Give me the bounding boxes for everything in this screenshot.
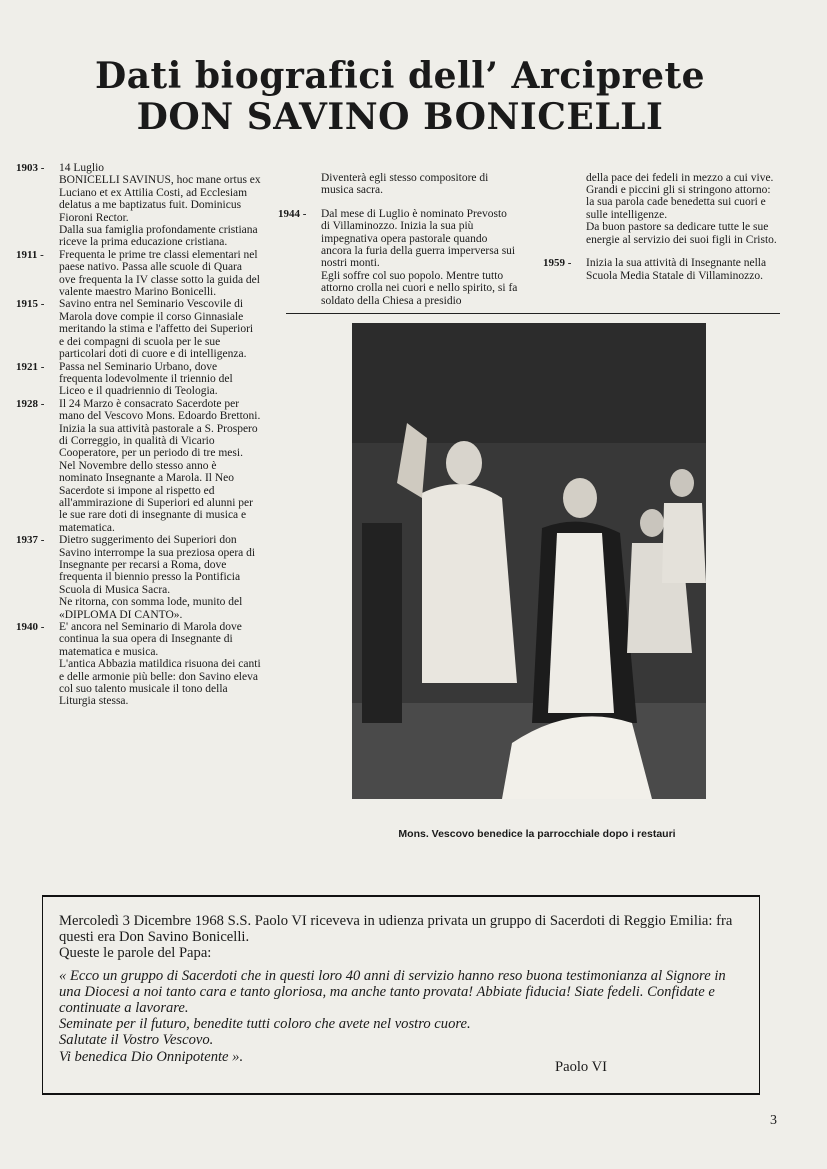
signature: Paolo VI — [554, 1058, 607, 1075]
biography-entry — [16, 298, 261, 360]
title-line-2: DON SAVINO BONICELLI — [136, 96, 664, 138]
column-1 — [16, 162, 261, 708]
column-3-continuation — [543, 172, 781, 246]
entry-text: Savino entra nel Seminario Vescovile di Marola dove compie il corso Ginnasiale meritando la stima e l'affetto dei Superiori e dei compagni di scuola per le sue particolari doti di cuore e di intelligenza. — [59, 298, 254, 361]
entry-year: 1911 - — [16, 248, 44, 261]
continuation-text: Diventerà egli stesso compositore di musica sacra. — [321, 171, 489, 196]
entry-text: Dietro suggerimento dei Superiori don Savino interrompe la sua preziosa opera di Insegnante per recarsi a Roma, dove frequenta il biennio presso la Pontificia Scuola di Musica Sacra. Ne ritorna, con somma lode, munito del «DIPLOMA DI CANTO». — [59, 534, 256, 621]
entry-year: 1937 - — [16, 534, 45, 547]
entry-year: 1959 - — [543, 257, 572, 270]
biography-entry — [543, 257, 781, 282]
entry-text: E' ancora nel Seminario di Marola dove continua la sua opera di Insegnante di matematica e musica. L'antica Abbazia matildica risuona dei canti e delle armonie più belle: don Savino eleva col suo talento musicale il tono della Liturgia stessa. — [59, 621, 261, 708]
entry-text: 14 Luglio BONICELLI SAVINUS, hoc mane ortus ex Luciano et ex Attilia Costi, ad Ecclesiam delatus a me baptizatus fuit. Dominicus Fioroni Rector. Dalla sua famiglia profondamente cristiana riceve la prima educazione cristiana. — [59, 162, 261, 249]
papal-quote: « Ecco un gruppo di Sacerdoti che in questi loro 40 anni di servizio hanno reso buona testimonianza al Signore in una Diocesi a noi tanto cara e tanto gloriosa, ma anche tanto provata! Abbiate fiducia! Siate fedeli. Confidate e continuate a lavorare. Seminate per il futuro, benedite tutti coloro che avete nel vostro cuore. Salutate il Vostro Vescovo. Vi benedica Dio Onnipotente ». — [59, 967, 726, 1065]
biography-entry — [16, 361, 261, 398]
biography-entry — [278, 208, 518, 307]
page-number: 3 — [770, 1113, 777, 1128]
entry-text: Inizia la sua attività di Insegnante nella Scuola Media Statale di Villaminozzo. — [586, 257, 767, 282]
entry-text: Passa nel Seminario Urbano, dove frequenta lodevolmente il triennio del Liceo e il quadriennio di Teologia. — [59, 360, 233, 398]
title-line-1: Dati biografici dell’ Arciprete — [94, 55, 706, 97]
papal-audience-box — [42, 895, 760, 1095]
entry-year: 1921 - — [16, 360, 45, 373]
column-2 — [278, 160, 518, 307]
photo-illustration — [352, 323, 706, 799]
continuation-text: della pace dei fedeli in mezzo a cui vive. Grandi e piccini gli si stringono attorno: la sua parola cade benedetta sui cuori e sulle intelligenze. Da buon pastore sa dedicare tutte le sue energie al servizio dei suoi figli in Cristo. — [586, 171, 777, 246]
biography-entry — [16, 249, 261, 299]
biography-entry — [16, 621, 261, 708]
entry-year: 1940 - — [16, 621, 45, 634]
entry-text: Il 24 Marzo è consacrato Sacerdote per mano del Vescovo Mons. Edoardo Brettoni. Inizia la sua attività pastorale a S. Prospero di Correggio, in qualità di Vicario Cooperatore, per un periodo di tre mesi. Nel Novembre dello stesso anno è nominato Insegnante a Marola. Il Neo Sacerdote si impone al rispetto ed all'ammirazione di Superiori ed alunni per le sue rare doti di insegnante di musica e matematica. — [59, 397, 261, 534]
biography-entry — [16, 534, 261, 621]
photo-caption: Mons. Vescovo benedice la parrocchiale dopo i restauri — [398, 828, 676, 840]
entry-year: 1903 - — [16, 162, 45, 174]
column-divider — [286, 313, 780, 314]
entry-year: 1928 - — [16, 397, 45, 410]
photo-blessing — [352, 323, 706, 799]
column-3 — [543, 160, 781, 282]
biography-entry — [16, 162, 261, 249]
column-2-continuation — [278, 172, 518, 197]
entry-text: Frequenta le prime tre classi elementari nel paese nativo. Passa alle scuole di Quara ove frequenta la IV classe sotto la guida del valente maestro Marino Bonicelli. — [59, 248, 260, 299]
entry-text: Dal mese di Luglio è nominato Prevosto di Villaminozzo. Inizia la sua più impegnativa opera pastorale quando ancora la furia della guerra imperversa sui nostri monti. Egli soffre col suo popolo. Mentre tutto attorno crolla nei cuori e nello spirito, si fa soldato della Chiesa a presidio — [321, 207, 518, 307]
entry-year: 1915 - — [16, 298, 45, 311]
biography-entry — [16, 398, 261, 534]
entry-year: 1944 - — [278, 207, 307, 220]
box-intro: Mercoledì 3 Dicembre 1968 S.S. Paolo VI riceveva in udienza privata un gruppo di Sacerdoti di Reggio Emilia: fra questi era Don Savino Bonicelli. Queste le parole del Papa: — [59, 913, 733, 962]
